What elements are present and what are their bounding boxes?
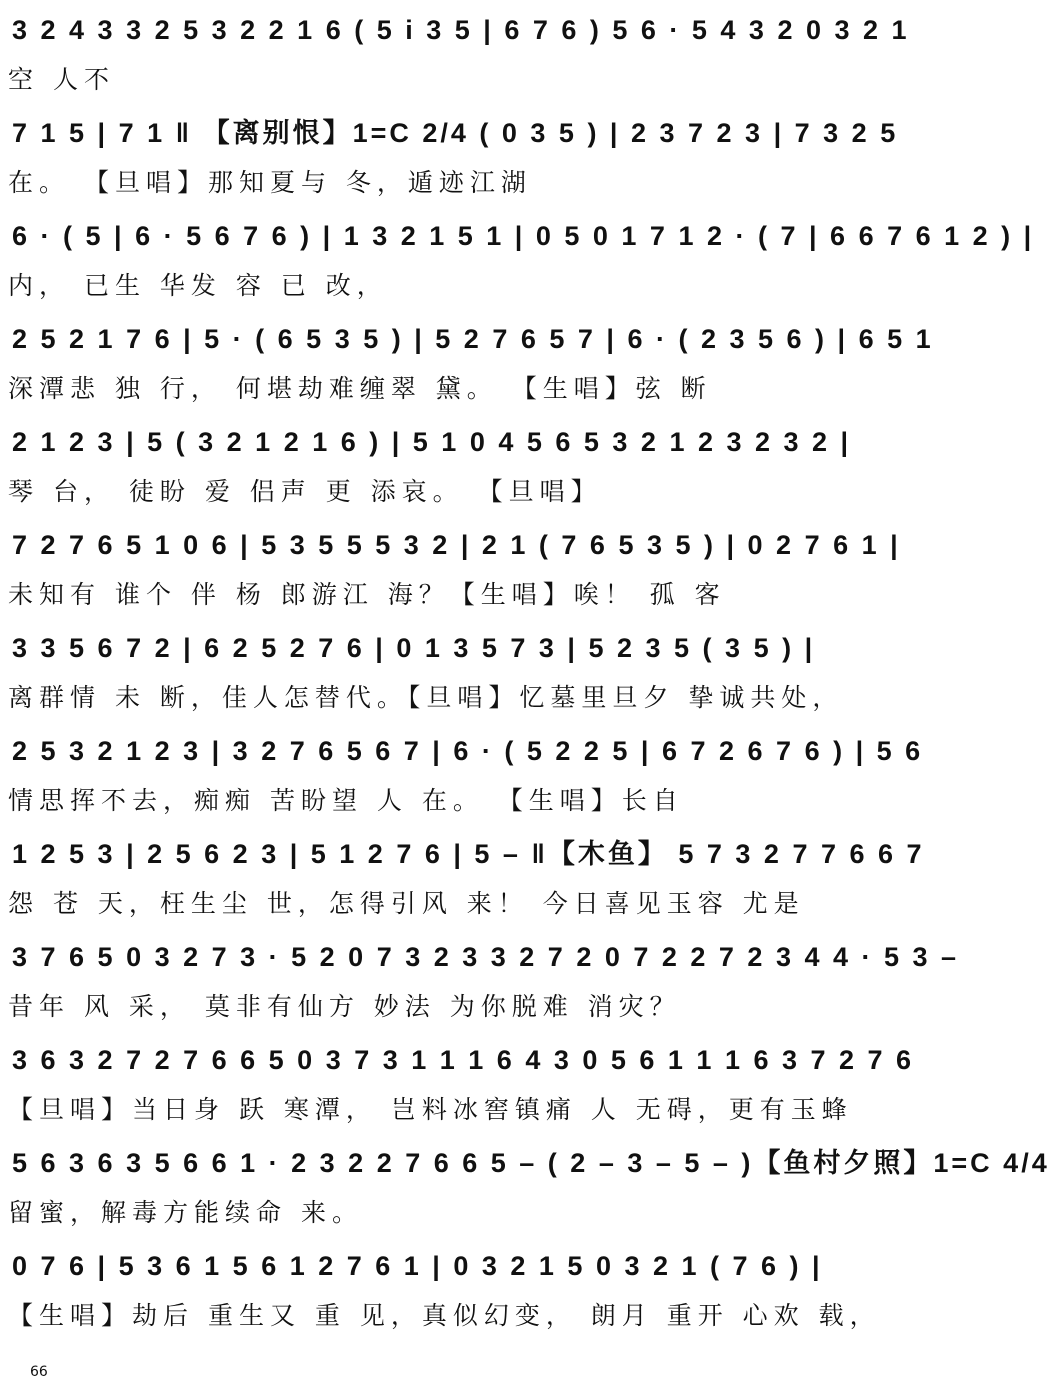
lyric-line: 【生唱】劫后 重生又 重 见，真似幻变， 朗月 重开 心欢 载， [8,1301,881,1330]
score-system-9 [0,834,925,946]
lyric-line: 未知有 谁个 伴 杨 郎游江 海？【生唱】唉！ 孤 客 [8,580,726,609]
score-system-1 [0,10,910,122]
notation-line: 1 2 5 3 | 2 5 6 2 3 | 5 1 2 7 6 | 5 – ‖【木鱼】 5 7 3 2 7 7 6 6 7 [12,839,925,869]
score-system-8 [0,731,924,843]
notation-line: 7 2 7 6 5 1 0 6 | 5 3 5 5 5 3 2 | 2 1 ( 7 6 5 3 5 ) | 0 2 7 6 1 | [12,530,901,560]
score-system-10 [0,937,960,1049]
notation-line: 3 6 3 2 7 2 7 6 6 5 0 3 7 3 1 1 1 6 4 3 0 5 6 1 1 1 6 3 7 2 7 6 [12,1045,915,1075]
lyric-line: 内， 已生 华发 容 已 改， [8,271,388,300]
lyric-line: 情思挥不去，痴痴 苦盼望 人 在。 【生唱】长自 [8,786,684,815]
score-system-2 [0,113,900,225]
score-system-4 [0,319,934,431]
score-system-13 [0,1246,900,1358]
lyric-line: 离群情 未 断，佳人怎替代。【旦唱】忆墓里旦夕 挚诚共处， [8,683,844,712]
lyric-line: 怨 苍 天，枉生尘 世，怎得引风 来！ 今日喜见玉容 尤是 [8,889,805,918]
notation-line: 2 5 2 1 7 6 | 5 · ( 6 5 3 5 ) | 5 2 7 6 5 7 | 6 · ( 2 3 5 6 ) | 6 5 1 [12,324,934,354]
lyric-line: 昔年 风 采， 莫非有仙方 妙法 为你脱难 消灾？ [8,992,681,1021]
notation-line: 3 2 4 3 3 2 5 3 2 2 1 6 ( 5 i 3 5 | 6 7 6 ) 5 6 · 5 4 3 2 0 3 2 1 [12,15,910,45]
notation-line: 0 7 6 | 5 3 6 1 5 6 1 2 7 6 1 | 0 3 2 1 5 0 3 2 1 ( 7 6 ) | [12,1251,823,1281]
notation-line: 6 · ( 5 | 6 · 5 6 7 6 ) | 1 3 2 1 5 1 | 0 5 0 1 7 1 2 · ( 7 | 6 6 7 6 1 2 ) | [12,221,1035,251]
score-system-5 [0,422,900,534]
notation-line: 2 5 3 2 1 2 3 | 3 2 7 6 5 6 7 | 6 · ( 5 2 2 5 | 6 7 2 6 7 6 ) | 5 6 [12,736,924,766]
score-system-6 [0,525,900,637]
notation-line: 3 3 5 6 7 2 | 6 2 5 2 7 6 | 0 1 3 5 7 3 | 5 2 3 5 ( 3 5 ) | [12,633,816,663]
notation-line: 3 7 6 5 0 3 2 7 3 · 5 2 0 7 3 2 3 3 2 7 2 0 7 2 2 7 2 3 4 4 · 5 3 – [12,942,960,972]
score-system-12 [0,1143,1050,1255]
lyric-line: 琴 台， 徒盼 爱 侣声 更 添哀。 【旦唱】 [8,477,602,506]
notation-line: 7 1 5 | 7 1 ‖ 【离别恨】1=C 2/4 ( 0 3 5 ) | 2 3 7 2 3 | 7 3 2 5 [12,118,899,148]
score-system-3 [0,216,1035,328]
score-system-7 [0,628,900,740]
lyric-line: 留蜜，解毒方能续命 来。 [8,1198,363,1227]
notation-line: 5 6 3 6 3 5 6 6 1 · 2 3 2 2 7 6 6 5 – ( 2 – 3 – 5 – )【鱼村夕照】1=C 4/4 [12,1148,1050,1178]
notation-line: 2 1 2 3 | 5 ( 3 2 1 2 1 6 ) | 5 1 0 4 5 6 5 3 2 1 2 3 2 3 2 | [12,427,852,457]
lyric-line: 空 人不 [8,65,115,94]
lyric-line: 深潭悲 独 行， 何堪劫难缠翠 黛。 【生唱】弦 断 [8,374,712,403]
lyric-line: 在。 【旦唱】那知夏与 冬，遁迹江湖 [8,168,532,197]
score-system-11 [0,1040,915,1152]
page-footer-mark: 66 [30,1364,48,1380]
lyric-line: 【旦唱】当日身 跃 寒潭， 岂料冰窖镇痛 人 无碍，更有玉蜂 [8,1095,853,1124]
